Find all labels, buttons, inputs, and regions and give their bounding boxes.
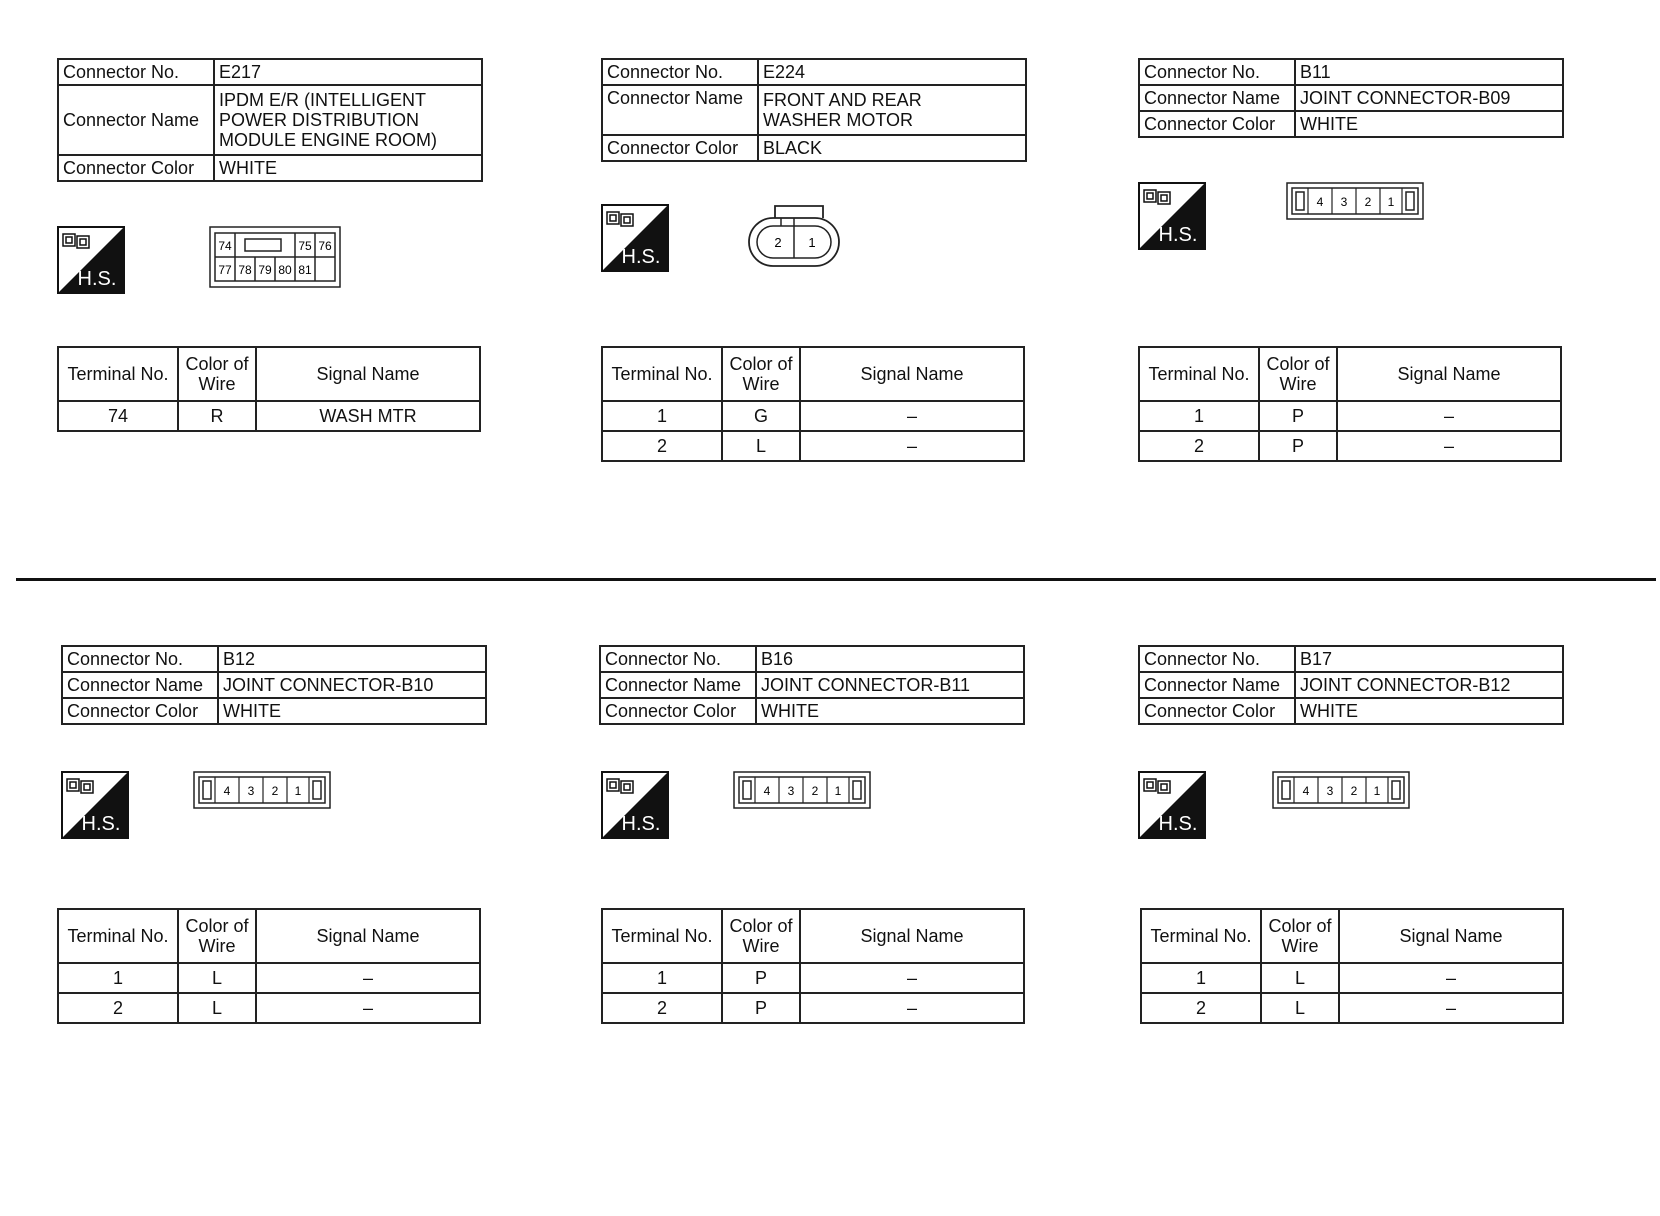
hs-label: H.S. xyxy=(77,268,117,290)
hs-label: H.S. xyxy=(81,813,121,835)
terminal-table xyxy=(57,346,481,432)
connector-no-label: Connector No. xyxy=(58,59,214,85)
signal-name-cell: – xyxy=(800,963,1024,993)
signal-name-cell: – xyxy=(256,993,480,1023)
terminal-no-header: Terminal No. xyxy=(1141,909,1261,963)
terminal-no-cell: 2 xyxy=(58,993,178,1023)
connector-color-label: Connector Color xyxy=(1139,111,1295,137)
wire-color-header: Color of Wire xyxy=(1259,347,1337,401)
connector-name-label: Connector Name xyxy=(602,85,758,135)
harness-side-icon xyxy=(1138,771,1206,839)
connector-panel-b17 xyxy=(1138,645,1564,1115)
connector-panel-b12 xyxy=(61,645,487,1115)
wire-color-cell: L xyxy=(1261,993,1339,1023)
signal-name-header: Signal Name xyxy=(800,347,1024,401)
connector-face-b11 xyxy=(1286,182,1424,220)
connector-name-value: IPDM E/R (INTELLIGENT POWER DISTRIBUTION MODULE ENGINE ROOM) xyxy=(214,85,482,155)
signal-name-cell: – xyxy=(800,401,1024,431)
terminal-no-header: Terminal No. xyxy=(58,347,178,401)
wire-color-cell: R xyxy=(178,401,256,431)
connector-color-value: WHITE xyxy=(214,155,482,181)
connector-color-value: WHITE xyxy=(1295,698,1563,724)
terminal-no-header: Terminal No. xyxy=(602,909,722,963)
wire-color-cell: P xyxy=(722,993,800,1023)
pin-label: 1 xyxy=(808,235,816,250)
pin-label: 1 xyxy=(1373,784,1381,798)
connector-no-value: B17 xyxy=(1295,646,1563,672)
hs-label: H.S. xyxy=(621,246,661,268)
pin-label: 76 xyxy=(318,239,332,253)
section-divider xyxy=(16,578,1656,581)
wire-color-header: Color of Wire xyxy=(178,909,256,963)
pin-label: 3 xyxy=(787,784,795,798)
terminal-table xyxy=(1138,346,1562,462)
table-row xyxy=(58,401,480,431)
connector-color-value: WHITE xyxy=(1295,111,1563,137)
wire-color-cell: P xyxy=(1259,431,1337,461)
pin-label: 1 xyxy=(294,784,302,798)
pin-label: 74 xyxy=(218,239,232,253)
connector-color-value: BLACK xyxy=(758,135,1026,161)
terminal-no-cell: 1 xyxy=(602,401,722,431)
connector-color-value: WHITE xyxy=(218,698,486,724)
wire-color-header: Color of Wire xyxy=(178,347,256,401)
wire-color-header: Color of Wire xyxy=(1261,909,1339,963)
signal-name-header: Signal Name xyxy=(1337,347,1561,401)
signal-name-cell: – xyxy=(800,431,1024,461)
table-row xyxy=(1141,963,1563,993)
connector-no-label: Connector No. xyxy=(602,59,758,85)
connector-color-label: Connector Color xyxy=(1139,698,1295,724)
signal-name-cell: – xyxy=(256,963,480,993)
pin-label: 80 xyxy=(278,263,292,277)
connector-no-value: B16 xyxy=(756,646,1024,672)
signal-name-header: Signal Name xyxy=(800,909,1024,963)
connector-name-value: JOINT CONNECTOR-B12 xyxy=(1295,672,1563,698)
connector-name-value: JOINT CONNECTOR-B11 xyxy=(756,672,1024,698)
table-row xyxy=(58,963,480,993)
terminal-table xyxy=(601,346,1025,462)
connector-name-value: FRONT AND REAR WASHER MOTOR xyxy=(758,85,1026,135)
harness-side-icon xyxy=(601,204,669,272)
pin-label: 79 xyxy=(258,263,272,277)
connector-color-value: WHITE xyxy=(756,698,1024,724)
pin-label: 3 xyxy=(1326,784,1334,798)
terminal-no-cell: 2 xyxy=(1139,431,1259,461)
hs-label: H.S. xyxy=(1158,224,1198,246)
harness-side-icon xyxy=(57,226,125,294)
table-row xyxy=(602,993,1024,1023)
table-row xyxy=(602,401,1024,431)
pin-label: 2 xyxy=(811,784,819,798)
terminal-no-cell: 74 xyxy=(58,401,178,431)
signal-name-cell: – xyxy=(1339,993,1563,1023)
table-row xyxy=(1139,401,1561,431)
connector-color-label: Connector Color xyxy=(62,698,218,724)
terminal-table xyxy=(57,908,481,1024)
pin-label: 78 xyxy=(238,263,252,277)
pin-label: 3 xyxy=(247,784,255,798)
table-row xyxy=(58,993,480,1023)
connector-name-label: Connector Name xyxy=(1139,85,1295,111)
connector-info-table xyxy=(1138,645,1564,725)
connector-panel-e217 xyxy=(57,58,483,528)
pin-label: 2 xyxy=(1364,195,1372,209)
harness-side-icon xyxy=(601,771,669,839)
terminal-no-cell: 1 xyxy=(1141,963,1261,993)
connector-face-b12 xyxy=(193,771,331,809)
signal-name-cell: – xyxy=(1339,963,1563,993)
terminal-table xyxy=(1140,908,1564,1024)
signal-name-cell: – xyxy=(1337,401,1561,431)
harness-side-icon xyxy=(1138,182,1206,250)
wire-color-cell: L xyxy=(1261,963,1339,993)
terminal-no-header: Terminal No. xyxy=(602,347,722,401)
pin-label: 3 xyxy=(1340,195,1348,209)
wire-color-cell: L xyxy=(178,993,256,1023)
connector-info-table xyxy=(57,58,483,182)
signal-name-header: Signal Name xyxy=(256,347,480,401)
signal-name-cell: WASH MTR xyxy=(256,401,480,431)
harness-side-icon xyxy=(61,771,129,839)
wire-color-cell: P xyxy=(722,963,800,993)
pin-label: 1 xyxy=(834,784,842,798)
terminal-no-cell: 2 xyxy=(1141,993,1261,1023)
signal-name-cell: – xyxy=(1337,431,1561,461)
connector-no-value: E224 xyxy=(758,59,1026,85)
connector-color-label: Connector Color xyxy=(58,155,214,181)
connector-no-label: Connector No. xyxy=(62,646,218,672)
hs-label: H.S. xyxy=(621,813,661,835)
wire-color-header: Color of Wire xyxy=(722,909,800,963)
pin-label: 2 xyxy=(774,235,782,250)
hs-label: H.S. xyxy=(1158,813,1198,835)
connector-info-table xyxy=(599,645,1025,725)
pin-label: 4 xyxy=(1316,195,1324,209)
connector-panel-b11 xyxy=(1138,58,1564,528)
table-row xyxy=(1141,993,1563,1023)
connector-face-b17 xyxy=(1272,771,1410,809)
connector-no-value: B11 xyxy=(1295,59,1563,85)
table-row xyxy=(1139,431,1561,461)
connector-no-label: Connector No. xyxy=(600,646,756,672)
terminal-no-cell: 1 xyxy=(602,963,722,993)
terminal-no-cell: 2 xyxy=(602,431,722,461)
pin-label: 2 xyxy=(271,784,279,798)
wire-color-cell: L xyxy=(178,963,256,993)
connector-name-label: Connector Name xyxy=(600,672,756,698)
wire-color-cell: P xyxy=(1259,401,1337,431)
connector-no-value: E217 xyxy=(214,59,482,85)
connector-panel-e224 xyxy=(601,58,1027,528)
connector-name-label: Connector Name xyxy=(62,672,218,698)
connector-color-label: Connector Color xyxy=(600,698,756,724)
connector-info-table xyxy=(601,58,1027,162)
pin-label: 77 xyxy=(218,263,232,277)
connector-face-e217 xyxy=(209,226,341,288)
table-row xyxy=(602,431,1024,461)
terminal-no-cell: 1 xyxy=(58,963,178,993)
connector-panel-b16 xyxy=(599,645,1025,1115)
pin-label: 1 xyxy=(1387,195,1395,209)
connector-info-table xyxy=(1138,58,1564,138)
pin-label: 75 xyxy=(298,239,312,253)
connector-info-table xyxy=(61,645,487,725)
connector-no-label: Connector No. xyxy=(1139,646,1295,672)
signal-name-cell: – xyxy=(800,993,1024,1023)
wire-color-cell: L xyxy=(722,431,800,461)
connector-name-label: Connector Name xyxy=(1139,672,1295,698)
terminal-table xyxy=(601,908,1025,1024)
connector-face-e224 xyxy=(743,204,845,274)
pin-label: 2 xyxy=(1350,784,1358,798)
signal-name-header: Signal Name xyxy=(256,909,480,963)
connector-face-b16 xyxy=(733,771,871,809)
pin-label: 4 xyxy=(763,784,771,798)
pin-label: 81 xyxy=(298,263,312,277)
pin-label: 4 xyxy=(1302,784,1310,798)
table-row xyxy=(602,963,1024,993)
connector-name-value: JOINT CONNECTOR-B09 xyxy=(1295,85,1563,111)
connector-name-value: JOINT CONNECTOR-B10 xyxy=(218,672,486,698)
signal-name-header: Signal Name xyxy=(1339,909,1563,963)
connector-no-label: Connector No. xyxy=(1139,59,1295,85)
pin-label: 4 xyxy=(223,784,231,798)
terminal-no-header: Terminal No. xyxy=(1139,347,1259,401)
terminal-no-header: Terminal No. xyxy=(58,909,178,963)
wire-color-cell: G xyxy=(722,401,800,431)
wire-color-header: Color of Wire xyxy=(722,347,800,401)
terminal-no-cell: 2 xyxy=(602,993,722,1023)
terminal-no-cell: 1 xyxy=(1139,401,1259,431)
connector-no-value: B12 xyxy=(218,646,486,672)
connector-name-label: Connector Name xyxy=(58,85,214,155)
connector-color-label: Connector Color xyxy=(602,135,758,161)
